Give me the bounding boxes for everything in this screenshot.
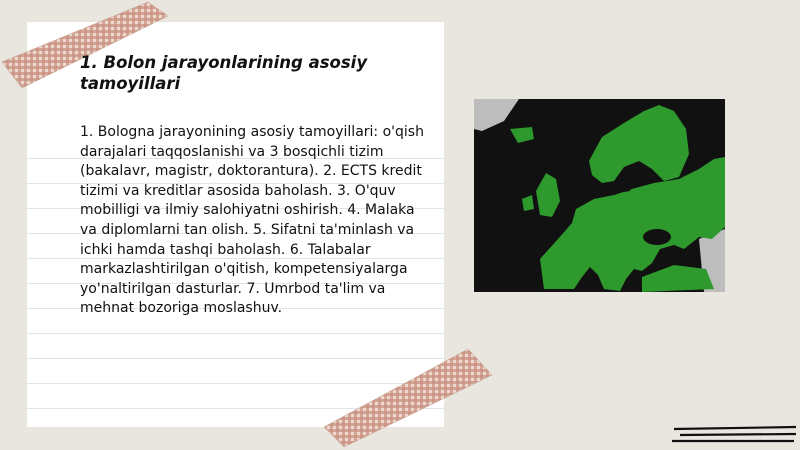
slide-title: 1. Bolon jarayonlarining asosiy tamoyillari (80, 53, 368, 93)
decorative-lines (670, 420, 800, 450)
europe-map-image (474, 99, 725, 292)
washi-tape-bottom-icon (318, 345, 498, 450)
slide-body-text: 1. Bologna jarayonining asosiy tamoyillari: o'qish darajalari taqqoslanishi va 3 bosqichli tizim (bakalavr, magistr, doktorantura). 2. ECTS kredit tizimi va kreditlar asosida baholash. 3. O'quv mobilligi va ilmiy salohiyatni oshirish. 4. Malaka va diplomlarni tan olish. 5. Sifatni ta'minlash va ichki hamda tashqi baholash. 6. Talabalar markazlashtirilgan o'qitish, kompetensiyalarga yo'naltirilgan dasturlar. 7. Umrbod ta'lim va mehnat bozoriga moslashuv. (80, 124, 424, 317)
